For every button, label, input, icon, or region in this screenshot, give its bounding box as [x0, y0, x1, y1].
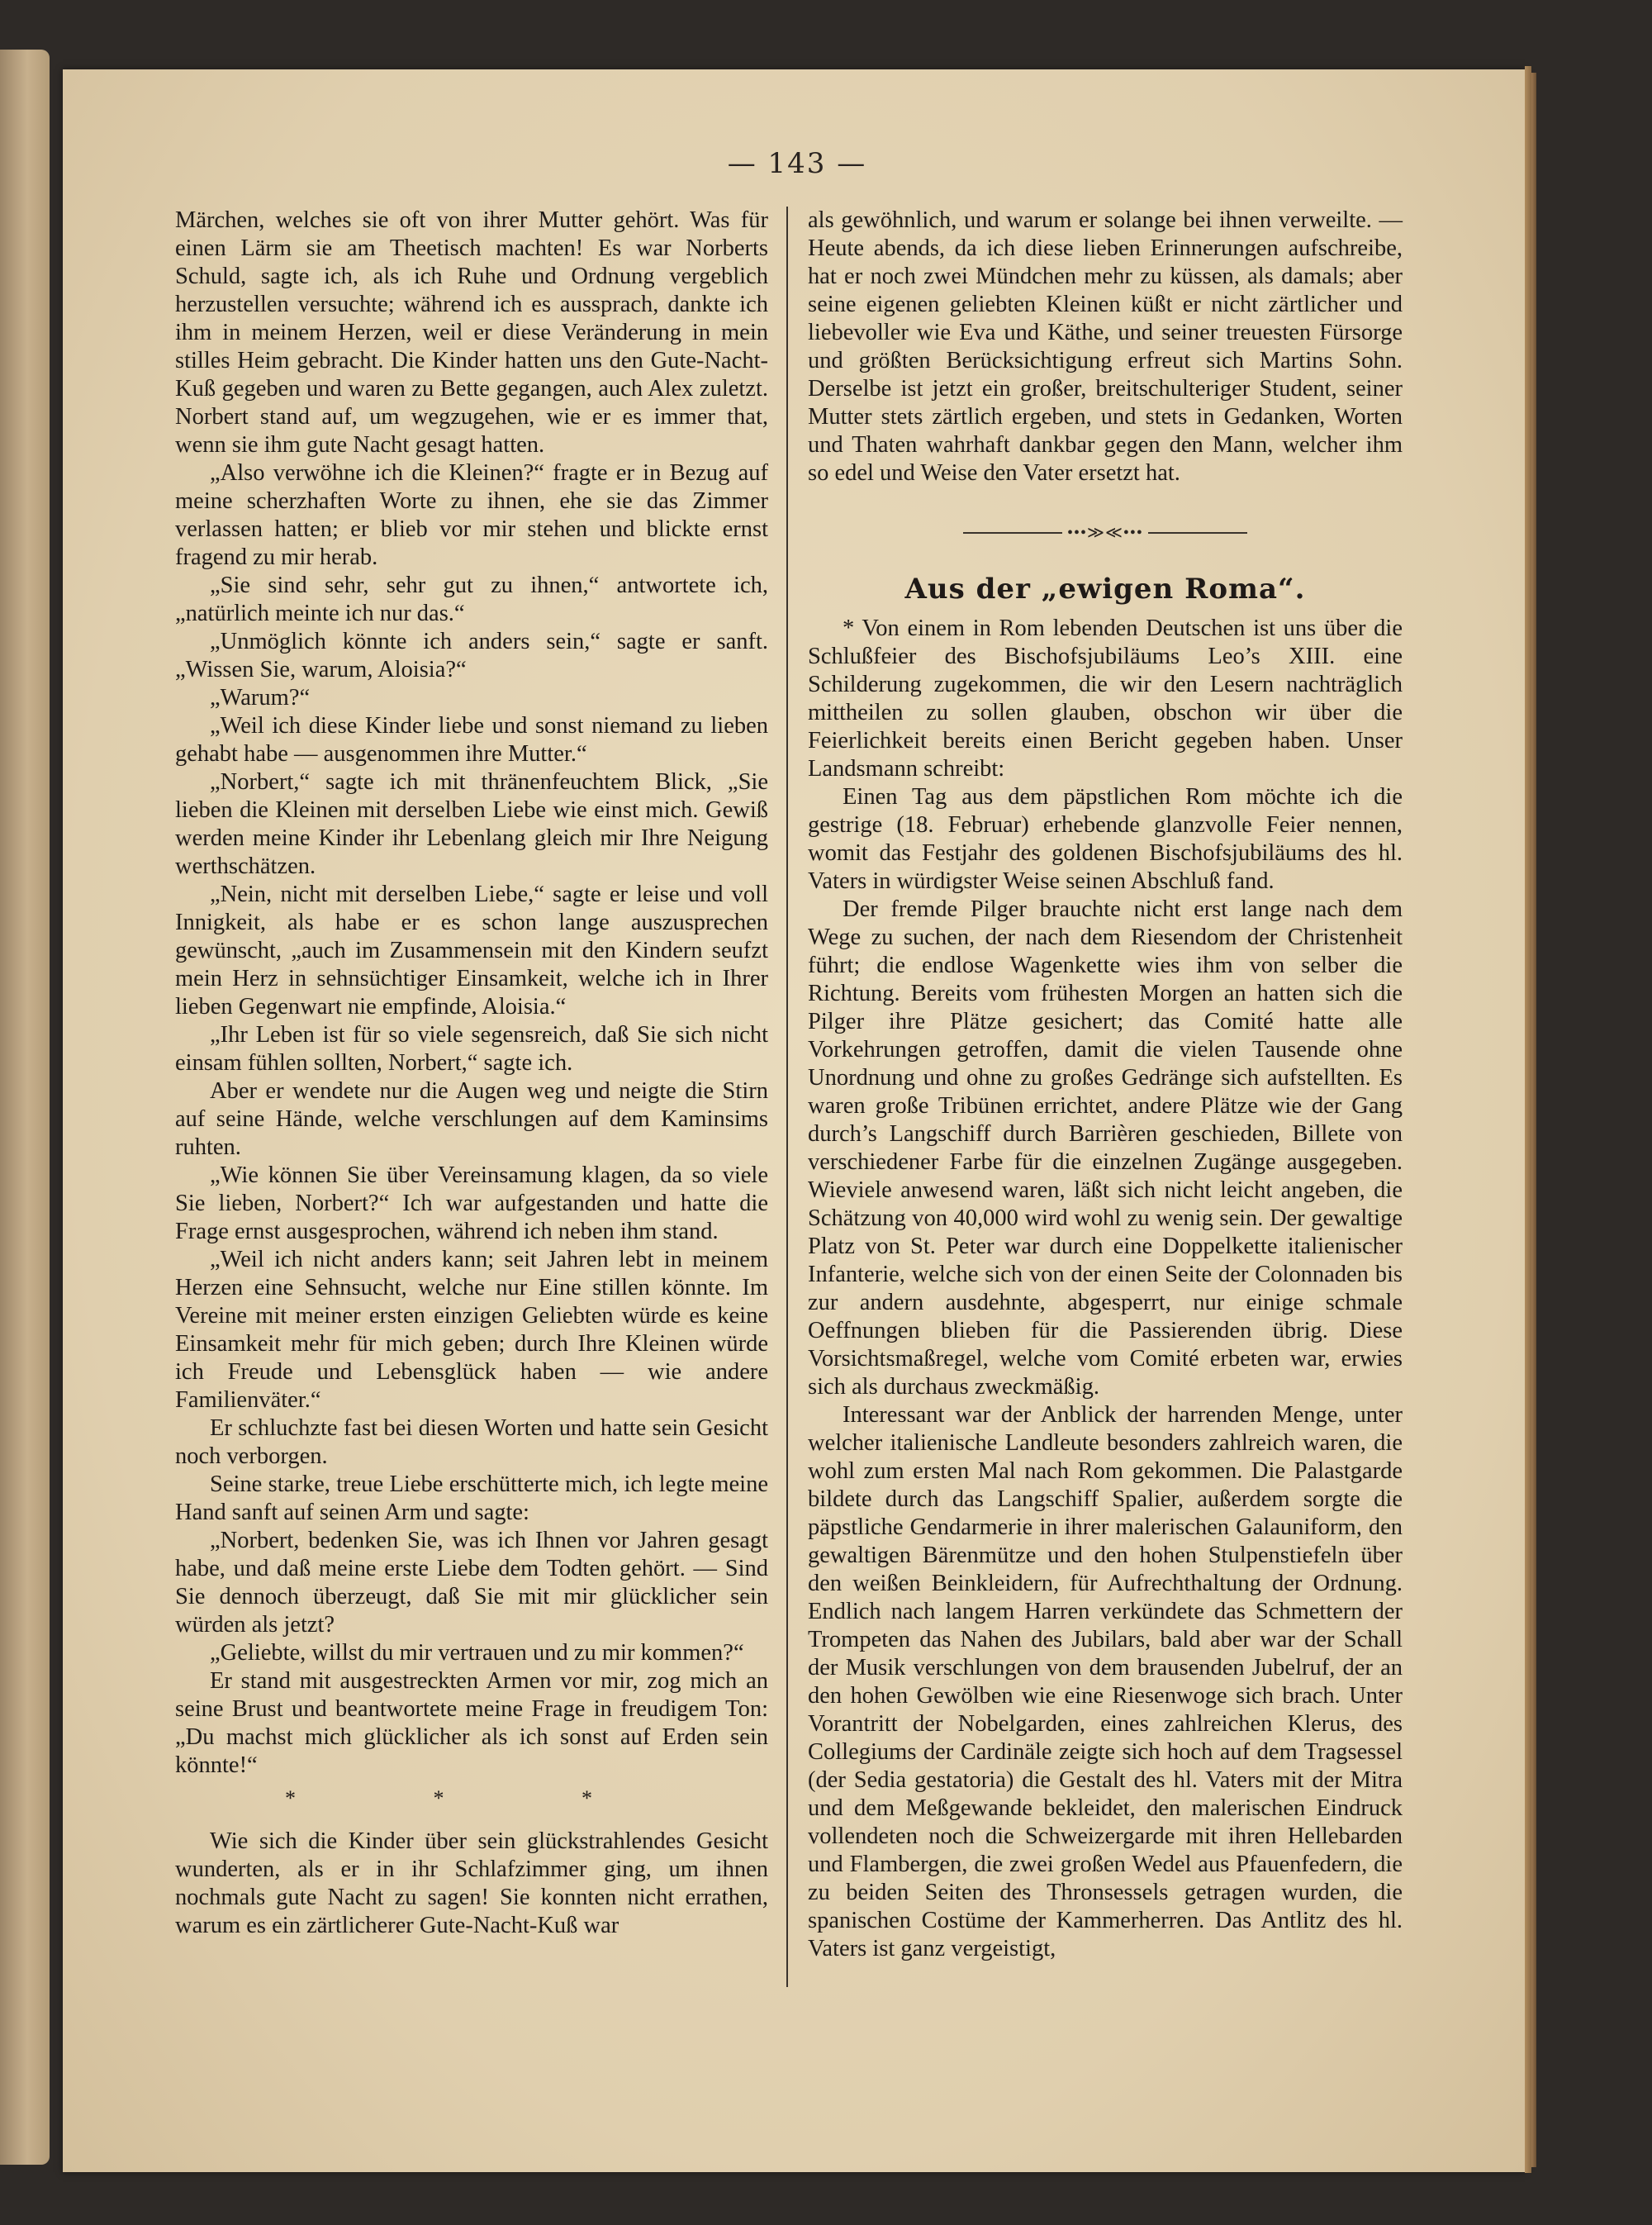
paragraph: Interessant war der Anblick der harrenden Menge, unter welcher italienische Landleute besonders zahlreich waren, die wohl zum ersten Mal nach Rom gekommen. Die Palastgarde bildete durch das Langschiff Spalier, außerdem sorgte die päpstliche Gendarmerie in ihrer malerischen Galauniform, den gewaltigen Bärenmütze und den hohen Stulpenstiefeln über den weißen Beinkleidern, für Aufrechthaltung der Ordnung. Endlich nach langem Harren verkündete das Schmettern der Trompeten das Nahen des Jubilars, bald aber war der Schall der Musik verschlungen von dem brausenden Jubelruf, der an den hohen Gewölben wie eine Riesenwoge sich brach. Unter Vorantritt der Nobelgarden, eines zahlreichen Klerus, des Collegiums der Cardinäle zeigte sich hoch auf dem Tragsessel (der Sedia gestatoria) die Gestalt des hl. Vaters mit der Mitra und dem Meßgewande bekleidet, den malerischen Eindruck vollendeten noch die Schweizergarde mit ihren Hellebarden und Flambergen, die zwei großen Wedel aus Pfauenfedern, die zu beiden Seiten des Thronsessels getragen wurden, die spanischen Costüme der Kammerherren. Das Antlitz des hl. Vaters ist ganz vergeistigt, [808, 1402, 1403, 1961]
paragraph: Der fremde Pilger brauchte nicht erst lange nach dem Wege zu suchen, der nach dem Riesendom der Christenheit führt; die endlose Wagenkette wies ihm von selber die Richtung. Bereits vom frühesten Morgen an hatten sich die Pilger ihre Plätze gesichert; das Comité hatte alle Vorkehrungen getroffen, damit die vielen Tausende ohne Unordnung und ohne zu großes Gedränge sich aufstellten. Es waren große Tribünen errichtet, andere Plätze wie der Gang durch’s Langschiff durch Barrièren geschieden, Billete von verschiedener Farbe für die einzelnen Zugänge ausgegeben. Wieviele anwesend waren, läßt sich nicht leicht angeben, die Schätzung von 40,000 wird wohl zu wenig sein. Der gewaltige Platz von St. Peter war durch eine Doppelkette italienischer Infanterie, welche sich von der einen Seite der Colonnaden bis zur andern ausdehnte, abgesperrt, nur einige schmale Oeffnungen blieben für die Passierenden übrig. Diese Vorsichtsmaßregel, welche vom Comité erbeten war, erwies sich als durchaus zweckmäßig. [808, 896, 1403, 1400]
column-divider [786, 207, 788, 1987]
page-stack-edge [1525, 66, 1531, 2173]
paragraph: „Ihr Leben ist für so viele segensreich, daß Sie sich nicht einsam fühlen sollten, Norbert,“ sagte ich. [175, 1022, 768, 1076]
paragraph: als gewöhnlich, und warum er solange bei ihnen verweilte. — Heute abends, da ich diese lieben Erinnerungen aufschreibe, hat er noch zwei Mündchen mehr zu küssen, als damals; aber seine eigenen geliebten Kleinen küßt er nicht zärtlicher und liebevoller wie Eva und Käthe, und seiner treuesten Fürsorge und größten Berücksichtigung erfreut sich Martins Sohn. Derselbe ist jetzt ein großer, breitschulteriger Student, seiner Mutter stets zärtlich ergeben, und stets in Gedanken, Worten und Thaten wahrhaft dankbar gegen den Mann, welcher ihm so edel und Weise den Vater ersetzt hat. [808, 207, 1403, 486]
paragraph: Er schluchzte fast bei diesen Worten und hatte sein Gesicht noch verborgen. [175, 1415, 768, 1469]
facing-page-edge [0, 50, 50, 2165]
ornament-glyph: •••≫≪••• [1067, 524, 1143, 542]
paragraph: „Nein, nicht mit derselben Liebe,“ sagte er leise und voll Innigkeit, als habe er es schon lange auszusprechen gewünscht, „auch im Zusammensein mit den Kindern seufzt mein Herz in sehnsüchtiger Einsamkeit, welche ich in Ihrer lieben Gegenwart nie empfinde, Aloisia.“ [175, 882, 768, 1020]
article-title: Aus der „ewigen Roma“. [904, 573, 1306, 606]
paragraph: Wie sich die Kinder über sein glückstrahlendes Gesicht wunderten, als er in ihr Schlafzimmer ging, um ihnen nochmals gute Nacht zu sagen! Sie konnten nicht errathen, warum es ein zärtlicherer Gute-Nacht-Kuß war [175, 1828, 768, 1938]
left-column-text [175, 207, 768, 1780]
paragraph: * Von einem in Rom lebenden Deutschen ist uns über die Schlußfeier des Bischofsjubiläums Leo’s XIII. eine Schilderung zugekommen, die wir den Lesern nachträglich mittheilen zu sollen glauben, obschon wir über die Feierlichkeit bereits einen Bericht gegeben haben. Unser Landsmann schreibt: [808, 616, 1403, 782]
page-stack-edge-inner [1531, 73, 1536, 2167]
section-break-stars: * * * [285, 1786, 658, 1810]
right-column-intro [808, 207, 1403, 487]
paragraph: „Wie können Sie über Vereinsamung klagen, da so viele Sie lieben, Norbert?“ Ich war aufgestanden und hatte die Frage ernst ausgesprochen, während ich neben ihm stand. [175, 1162, 768, 1244]
ornament-line-left [963, 532, 1062, 534]
paragraph: Er stand mit ausgestreckten Armen vor mir, zog mich an seine Brust und beantwortete meine Frage in freudigem Ton: „Du machst mich glücklicher als ich sonst auf Erden sein könnte!“ [175, 1668, 768, 1778]
paragraph: Seine starke, treue Liebe erschütterte mich, ich legte meine Hand sanft auf seinen Arm und sagte: [175, 1471, 768, 1525]
article-body [808, 615, 1403, 1963]
page-number: — 143 — [727, 147, 867, 180]
paragraph: „Norbert, bedenken Sie, was ich Ihnen vor Jahren gesagt habe, und daß meine erste Liebe dem Todten gehört. — Sind Sie dennoch überzeugt, daß Sie mit mir glücklicher sein würden als jetzt? [175, 1528, 768, 1638]
paragraph: „Geliebte, willst du mir vertrauen und zu mir kommen?“ [210, 1640, 744, 1666]
section-ornament [808, 519, 1403, 547]
paragraph: Aber er wendete nur die Augen weg und neigte die Stirn auf seine Hände, welche verschlungen auf dem Kaminsims ruhten. [175, 1078, 768, 1160]
paragraph: „Warum?“ [210, 685, 311, 711]
ornament-line-right [1148, 532, 1247, 534]
paragraph: „Sie sind sehr, sehr gut zu ihnen,“ antwortete ich, „natürlich meinte ich nur das.“ [175, 573, 768, 626]
paragraph: Einen Tag aus dem päpstlichen Rom möchte ich die gestrige (18. Februar) erhebende glanzvolle Feier nennen, womit das Festjahr des goldenen Bischofsjubiläums des hl. Vaters in würdigster Weise seinen Abschluß fand. [808, 784, 1403, 894]
paragraph: Märchen, welches sie oft von ihrer Mutter gehört. Was für einen Lärm sie am Theetisch machten! Es war Norberts Schuld, sagte ich, als ich Ruhe und Ordnung vergeblich herzustellen versuchte; während ich es aussprach, dankte ich ihm in meinem Herzen, weil er diese Veränderung in mein stilles Heim gebracht. Die Kinder hatten uns den Gute-Nacht-Kuß gegeben und waren zu Bette gegangen, auch Alex zuletzt. Norbert stand auf, um wegzugehen, wie er es immer that, wenn sie ihm gute Nacht gesagt hatten. [175, 207, 768, 458]
paragraph: „Weil ich diese Kinder liebe und sonst niemand zu lieben gehabt habe — ausgenommen ihre Mutter.“ [175, 713, 768, 767]
left-column [175, 207, 768, 1940]
paragraph: „Norbert,“ sagte ich mit thränenfeuchtem Blick, „Sie lieben die Kleinen mit derselben Liebe wie einst mich. Gewiß werden meine Kinder ihr Lebenlang gleich mir Ihre Neigung werthschätzen. [175, 769, 768, 879]
paragraph: „Also verwöhne ich die Kleinen?“ fragte er in Bezug auf meine scherzhaften Worte zu ihnen, ehe sie das Zimmer verlassen hatten; er blieb vor mir stehen und blickte ernst fragend zu mir herab. [175, 460, 768, 570]
right-column [808, 207, 1403, 1963]
paragraph: „Unmöglich könnte ich anders sein,“ sagte er sanft. „Wissen Sie, warum, Aloisia?“ [175, 629, 768, 682]
paragraph: „Weil ich nicht anders kann; seit Jahren lebt in meinem Herzen eine Sehnsucht, welche nur Eine stillen könnte. Im Vereine mit meiner ersten einzigen Geliebten würde es keine Einsamkeit mehr für mich geben; durch Ihre Kleinen würde ich Freude und Lebensglück haben — wie andere Familienväter.“ [175, 1247, 768, 1413]
left-column-continuation [175, 1828, 768, 1940]
